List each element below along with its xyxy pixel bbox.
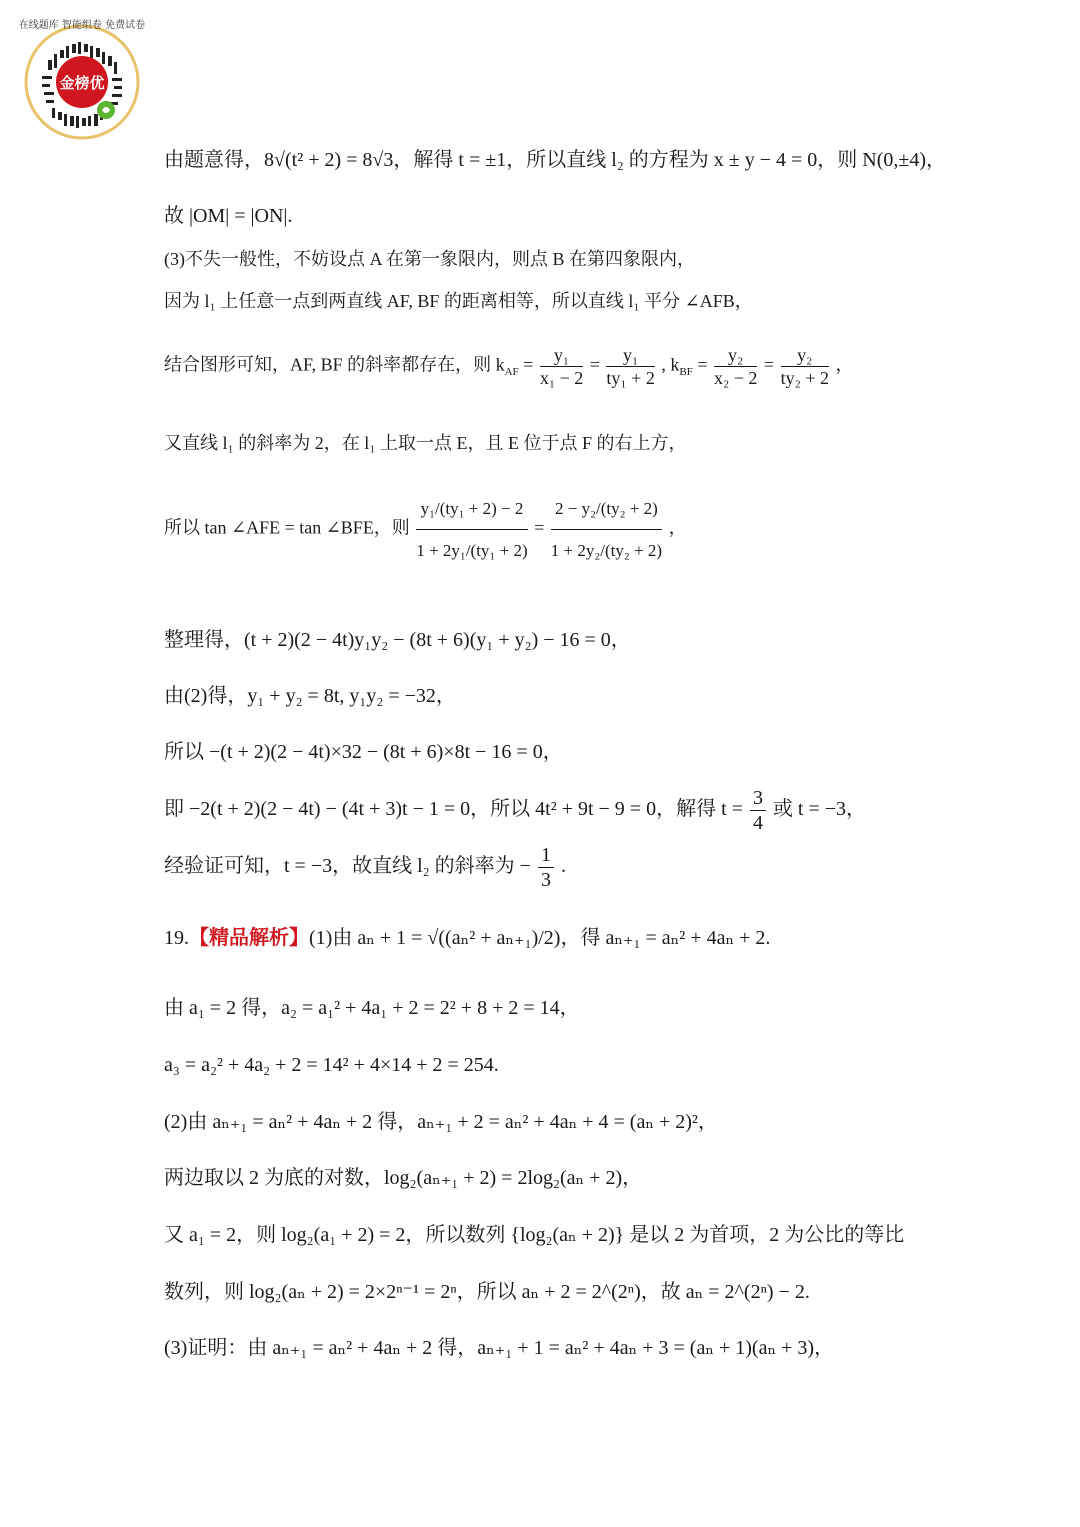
solution-line-1: 由题意得，8√(t² + 2) = 8√3，解得 t = ±1，所以直线 l₂ 的方程为 x ± y − 4 = 0，则 N(0,±4)， <box>164 149 947 171</box>
line-11-fraction <box>750 788 766 833</box>
slope-sub-bf: BF <box>679 366 693 379</box>
slope-eq-3: = <box>692 354 712 375</box>
tangent-left-fraction <box>416 500 527 559</box>
solution-line-15: a₃ = a₂² + 4a₂ + 2 = 14² + 4×14 + 2 = 254. <box>164 1054 499 1076</box>
slope-fraction-1 <box>540 346 583 387</box>
line-12-den: 3 <box>540 869 551 891</box>
frac-3-den: x₂ − 2 <box>713 368 758 388</box>
slope-line <box>164 346 854 387</box>
solution-line-20: (3)证明：由 aₙ₊₁ = aₙ² + 4aₙ + 2 得，aₙ₊₁ + 1 = aₙ² + 4aₙ + 3 = (aₙ + 1)(aₙ + 3)， <box>164 1337 835 1359</box>
line-12-num: 1 <box>538 845 554 868</box>
solution-line-12 <box>164 845 566 890</box>
tangent-right-den: 1 + 2y₂/(ty₂ + 2) <box>550 541 663 560</box>
solution-line-2: 故 |OM| = |ON|. <box>164 205 293 227</box>
tangent-line <box>164 500 687 559</box>
tangent-left-num: y₁/(ty₁ + 2) − 2 <box>416 500 527 530</box>
solution-line-4: 因为 l₁ 上任意一点到两直线 AF, BF 的距离相等，所以直线 l₁ 平分 ∠AFB， <box>164 291 753 311</box>
frac-3-num: y₂ <box>714 346 757 367</box>
tangent-left-den: 1 + 2y₁/(ty₁ + 2) <box>416 541 528 560</box>
solution-line-10: 所以 −(t + 2)(2 − 4t)×32 − (8t + 6)×8t − 16 = 0， <box>164 741 563 763</box>
line-11-end: 或 t = −3， <box>772 798 867 821</box>
frac-4-den: ty₂ + 2 <box>780 368 829 388</box>
solution-line-3: (3)不失一般性，不妨设点 A 在第一象限内，则点 B 在第四象限内， <box>164 249 695 269</box>
tangent-right-num: 2 − y₂/(ty₂ + 2) <box>551 500 662 530</box>
qr-code-logo-icon <box>18 16 146 144</box>
slope-sub-af: AF <box>504 366 519 379</box>
frac-1-den: x₁ − 2 <box>539 368 584 388</box>
slope-eq-4: = <box>763 354 779 375</box>
slope-mid: , k <box>661 354 680 375</box>
solution-line-19: 数列，则 log₂(aₙ + 2) = 2×2ⁿ⁻¹ = 2ⁿ，所以 aₙ + 2 = 2^(2ⁿ)，故 aₙ = 2^(2ⁿ) − 2. <box>164 1281 810 1303</box>
tangent-right-fraction <box>551 500 662 559</box>
slope-eq-1: = <box>518 354 538 375</box>
frac-2-num: y₁ <box>606 346 654 367</box>
solution-line-11 <box>164 788 866 833</box>
line-12-end: . <box>560 855 566 878</box>
problem-19-part-1: (1)由 aₙ + 1 = √((aₙ² + aₙ₊₁)/2)，得 aₙ₊₁ = aₙ² + 4aₙ + 2. <box>309 927 771 949</box>
slope-fraction-2 <box>606 346 654 387</box>
line-11-prefix: 即 −2(t + 2)(2 − 4t) − (4t + 3)t − 1 = 0，所以 4t² + 9t − 9 = 0，解得 t = <box>164 798 743 821</box>
slope-line-prefix: 结合图形可知，AF, BF 的斜率都存在，则 k <box>164 354 505 375</box>
frac-2-den: ty₁ + 2 <box>606 368 655 388</box>
solution-line-9: 由(2)得，y₁ + y₂ = 8t, y₁y₂ = −32， <box>164 685 456 707</box>
solution-line-8: 整理得，(t + 2)(2 − 4t)y₁y₂ − (8t + 6)(y₁ + y₂) − 16 = 0， <box>164 629 631 651</box>
jinbangyou-logo <box>18 16 146 144</box>
problem-number: 19. <box>164 927 189 949</box>
slope-fraction-4 <box>781 346 829 387</box>
featured-analysis-tag: 【精品解析】 <box>189 927 309 949</box>
line-11-den: 4 <box>752 812 763 834</box>
line-11-num: 3 <box>750 788 766 811</box>
frac-1-num: y₁ <box>540 346 583 367</box>
tangent-end: ， <box>668 517 687 538</box>
frac-4-num: y₂ <box>781 346 829 367</box>
solution-line-17: 两边取以 2 为底的对数，log₂(aₙ₊₁ + 2) = 2log₂(aₙ + 2)， <box>164 1167 643 1189</box>
slope-fraction-3 <box>714 346 757 387</box>
solution-line-6: 又直线 l₁ 的斜率为 2，在 l₁ 上取一点 E，且 E 位于点 F 的右上方， <box>164 433 687 453</box>
solution-line-16: (2)由 aₙ₊₁ = aₙ² + 4aₙ + 2 得，aₙ₊₁ + 2 = aₙ² + 4aₙ + 4 = (aₙ + 2)²， <box>164 1111 718 1133</box>
tangent-eq: = <box>534 517 549 538</box>
logo-ring-text: 在线题库 智能组卷 免费试卷 <box>18 20 146 31</box>
solution-line-14: 由 a₁ = 2 得，a₂ = a₁² + 4a₁ + 2 = 2² + 8 + 2 = 14， <box>164 997 580 1019</box>
line-12-fraction <box>538 845 554 890</box>
tangent-prefix: 所以 tan ∠AFE = tan ∠BFE，则 <box>164 517 410 538</box>
slope-eq-2: = <box>589 354 605 375</box>
problem-19-heading <box>164 928 770 948</box>
logo-center-text: 金榜优 <box>59 74 105 92</box>
slope-end: ， <box>835 354 854 375</box>
line-12-prefix: 经验证可知，t = −3，故直线 l₂ 的斜率为 − <box>164 855 531 878</box>
solution-line-18: 又 a₁ = 2，则 log₂(a₁ + 2) = 2，所以数列 {log₂(aₙ + 2)} 是以 2 为首项，2 为公比的等比 <box>164 1224 905 1246</box>
